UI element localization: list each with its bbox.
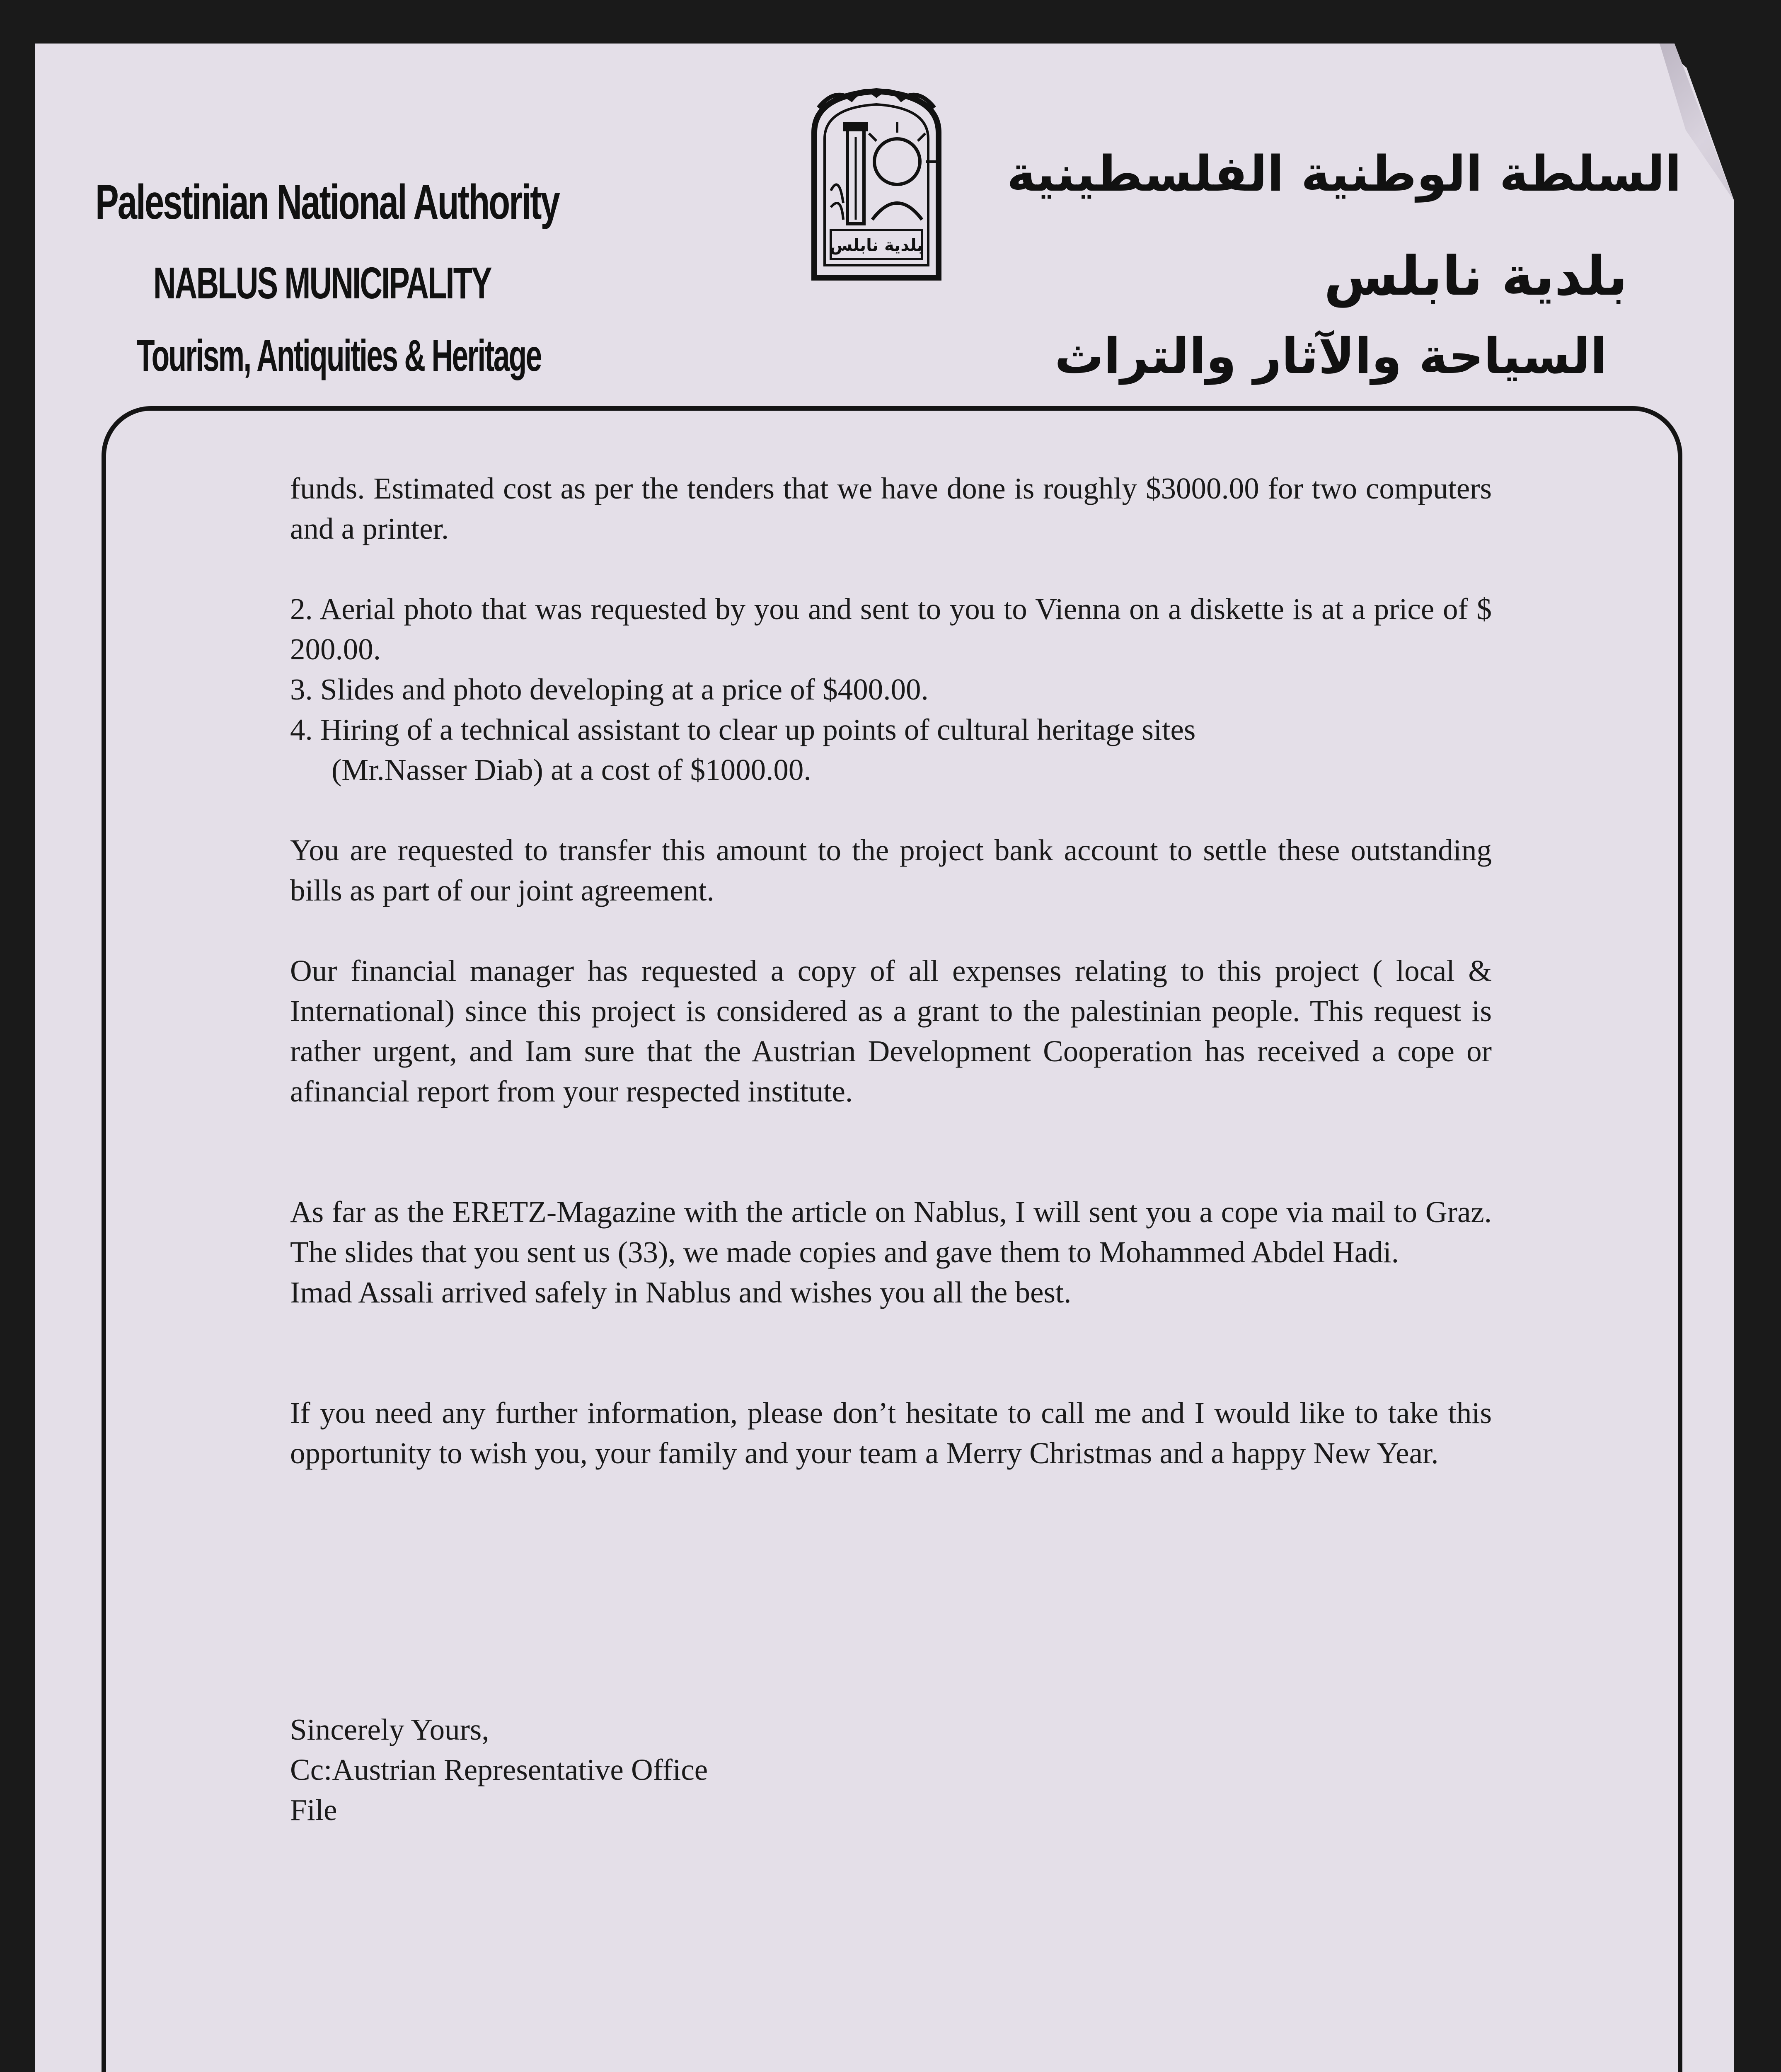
signoff: Sincerely Yours, — [290, 1713, 489, 1746]
list-item-hiring: 4. Hiring of a technical assistant to clear up points of cultural heritage sites — [290, 713, 1196, 746]
letterhead-en-department: Tourism, Antiquities & Heritage — [137, 330, 541, 380]
paragraph-eretz: As far as the ERETZ-Magazine with the article on Nablus, I will sent you a cope via mail to Graz. The slides that you sent us (33), we made copies and gave them to Mohammed Abdel Hadi. — [290, 1195, 1492, 1269]
file-line: File — [290, 1793, 337, 1827]
letterhead-en-title: Palestinian National Authority — [95, 175, 559, 230]
cc-line: Cc:Austrian Representative Office — [290, 1753, 708, 1786]
paragraph-transfer: You are requested to transfer this amount to the project bank account to settle these outstanding bills as part of our joint agreement. — [290, 833, 1492, 907]
list-item-aerial-photo: 2. Aerial photo that was requested by you and sent to you to Vienna on a diskette is at a price of $ 200.00. — [290, 592, 1492, 666]
paragraph-funds: funds. Estimated cost as per the tenders that we have done is roughly $3000.00 for two computers and a printer. — [290, 472, 1492, 545]
emblem-text: بلدية نابلس — [830, 236, 923, 255]
list-item-slides: 3. Slides and photo developing at a price of $400.00. — [290, 673, 929, 706]
letterhead-ar-municipality: بلدية نابلس — [1324, 244, 1628, 307]
letterhead-ar-title: السلطة الوطنية الفلسطينية — [1007, 145, 1682, 202]
letterhead-ar-department: السياحة والآثار والتراث — [1055, 327, 1607, 385]
paragraph-financial: Our financial manager has requested a copy of all expenses relating to this project ( local & International) since this project is considered as a grant to the palestinian people. This request is rather urgent, and Iam sure that the Austrian Development Cooperation has received a cope or afinancial report from your respected institute. — [290, 954, 1492, 1108]
list-item-hiring-cont: (Mr.Nasser Diab) at a cost of $1000.00. — [332, 753, 811, 787]
municipality-emblem-icon — [802, 83, 951, 290]
paragraph-imad: Imad Assali arrived safely in Nablus and wishes you all the best. — [290, 1276, 1072, 1309]
paragraph-closing: If you need any further information, please don’t hesitate to call me and I would like to take this opportunity to wish you, your family and your team a Merry Christmas and a happy New Year. — [290, 1396, 1492, 1470]
letter-body — [290, 468, 1492, 1830]
letterhead-en-municipality: NABLUS MUNICIPALITY — [153, 258, 491, 308]
